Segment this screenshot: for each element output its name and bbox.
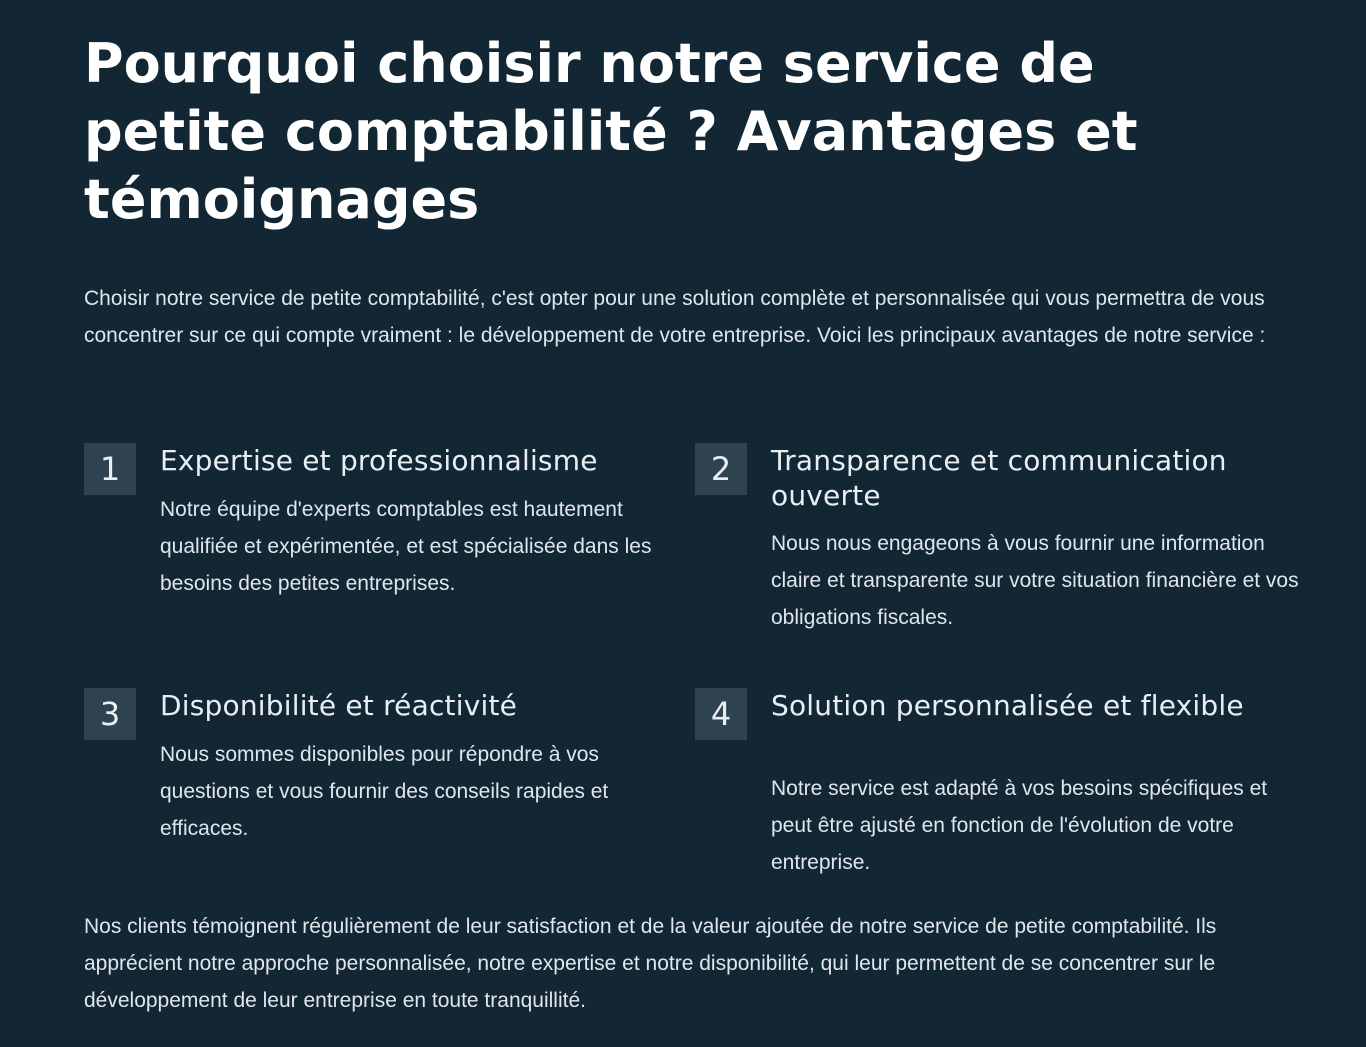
- feature-description: Notre service est adapté à vos besoins spécifiques et peut être ajusté en fonction de l'évolution de votre entreprise.: [771, 777, 1268, 874]
- feature-number-badge: 2: [695, 443, 747, 495]
- feature-title: Disponibilité et réactivité: [160, 689, 518, 722]
- intro-paragraph: Choisir notre service de petite comptabilité, c'est opter pour une solution complète et personnalisée qui vous permettra de vous concentrer sur ce qui compte vraiment : le développement de votre entreprise. Voici les principaux avantages de notre service :: [84, 287, 1266, 347]
- feature-number-badge: 3: [84, 688, 136, 740]
- feature-title: Solution personnalisée et flexible: [771, 689, 1244, 722]
- testimonials-paragraph: Nos clients témoignent régulièrement de leur satisfaction et de la valeur ajoutée de notre service de petite comptabilité. Ils apprécient notre approche personnalisée, notre expertise et notre disponibilité, qui leur permettent de se concentrer sur le développement de leur entreprise en toute tranquillité.: [84, 915, 1217, 1012]
- feature-description: Nous sommes disponibles pour répondre à vos questions et vous fournir des conseils rapides et efficaces.: [160, 743, 609, 840]
- feature-number-badge: 1: [84, 443, 136, 495]
- feature-number-badge: 4: [695, 688, 747, 740]
- feature-description: Nous nous engageons à vous fournir une information claire et transparente sur votre situation financière et vos obligations fiscales.: [771, 532, 1299, 629]
- feature-title: Expertise et professionnalisme: [160, 444, 598, 477]
- feature-title: Transparence et communication ouverte: [771, 444, 1227, 512]
- page-title: Pourquoi choisir notre service de petite comptabilité ? Avantages et témoignages: [84, 32, 1138, 231]
- feature-description: Notre équipe d'experts comptables est hautement qualifiée et expérimentée, et est spécialisée dans les besoins des petites entreprises.: [160, 498, 652, 595]
